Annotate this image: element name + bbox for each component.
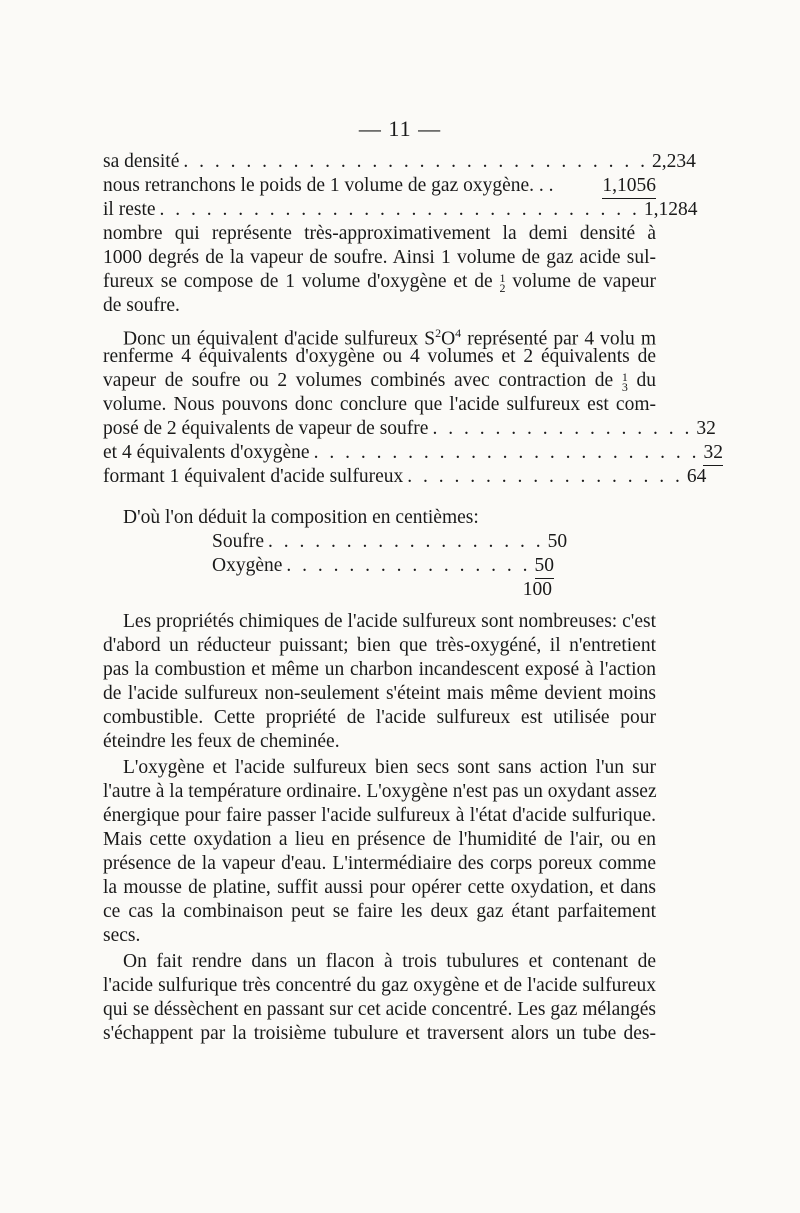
sulfur-row: posé de 2 équivalents de vapeur de soufre . . . . . . . . . . . . . . . . . 32 xyxy=(103,418,716,439)
formula-line: Donc un équivalent d'acide sulfureux $S^2O^4$ représenté par 4 volu m xyxy=(123,326,656,350)
fraction-third: 1 3 xyxy=(621,369,628,394)
composition-title: D'où l'on déduit la composition en centièmes: xyxy=(123,507,479,528)
density-block: sa densité . . . . . . . . . . . . . . . . . . . . . . . . . . . . . . 2,234 nous retranchons le poids de 1 volume de gaz oxygène. . . 1,1056 il reste . . . . . . . . . . . . . . . . . . . . . . . . . . . . . . . 1,1284 nombre qui représente très-approximativement la demi densité à 1000 degrés de la vapeur de soufre. Ainsi 1 volume de gaz acide sul- fureux se compose de 1 volume d'oxygène et de 1 2 volume de vapeur de soufre. xyxy=(103,151,698,316)
remainder-row: il reste . . . . . . . . . . . . . . . . . . . . . . . . . . . . . . . 1,1284 xyxy=(103,199,698,220)
paragraph-oxidation: L'oxygène et l'acide sulfureux bien secs sont sans action l'un sur l'autre à la température ordinaire. L'oxygène n'est pas un oxydant assez énergique pour faire passer l'acide sulfureux à l'état d'acide sulfurique. Mais cette oxydation a lieu en présence de l'humidité de l'air, ou en présence de la vapeur d'eau. L'intermédiaire des corps poreux comme la mousse de platine, suffit aussi pour opérer cette oxydation, et dans ce cas la combinaison peut se faire les deux gaz étant parfaitement secs. xyxy=(103,757,657,946)
fraction-half: 1 2 xyxy=(499,270,506,295)
composition-table: Soufre . . . . . . . . . . . . . . . . . . 50 Oxygène . . . . . . . . . . . . . . . . 50 100 xyxy=(212,531,568,600)
total-row: formant 1 équivalent d'acide sulfureux . . . . . . . . . . . . . . . . . . 64 xyxy=(103,466,707,487)
equivalent-block: Donc un équivalent d'acide sulfureux $S^2O^4$ représenté par 4 volu m renferme 4 équivalents d'oxygène ou 4 volumes et 2 équivalents de vapeur de soufre ou 2 volumes combinés avec contraction de 1 3 du volume. Nous pouvons donc conclure que l'acide sulfureux est com- posé de 2 équivalents de vapeur de soufre . . . . . . . . . . . . . . . . . 32 et 4 équivalents d'oxygène . . . . . . . . . . . . . . . . . . . . . . . . . 32 formant 1 équivalent d'acide sulfureux . . . . . . . . . . . . . . . . . . 64 xyxy=(103,321,656,489)
oxygen-row: et 4 équivalents d'oxygène . . . . . . . . . . . . . . . . . . . . . . . . . 32 xyxy=(103,441,656,465)
paragraph-properties: Les propriétés chimiques de l'acide sulfureux sont nombreuses: c'est d'abord un réducteur puissant; bien que très-oxygéné, il n'entretient pas la combustion et même un charbon incandescent exposé à l'action de l'acide sulfureux non-seulement s'éteint mais même devient moins combustible. Cette propriété de l'acide sulfureux est utilisée pour éteindre les feux de cheminée. xyxy=(103,611,656,752)
paragraph-flask: On fait rendre dans un flacon à trois tubulures et contenant de l'acide sulfurique très concentré du gaz oxygène et de l'acide sulfureux qui se déssèchent en passant sur cet acide concentré. Les gaz mélangés s'échappent par la troisième tubulure et traversent alors un tube des- xyxy=(103,951,656,1044)
line-with-third: vapeur de soufre ou 2 volumes combinés avec contraction de 1 3 du xyxy=(103,369,657,394)
subtract-row: nous retranchons le poids de 1 volume de gaz oxygène. . . 1,1056 xyxy=(103,174,656,198)
line-with-fraction: fureux se compose de 1 volume d'oxygène et de 1 2 volume de vapeur xyxy=(103,270,657,295)
page-number: — 11 — xyxy=(358,116,442,141)
density-row: sa densité . . . . . . . . . . . . . . . . . . . . . . . . . . . . . . 2,234 xyxy=(103,151,696,172)
